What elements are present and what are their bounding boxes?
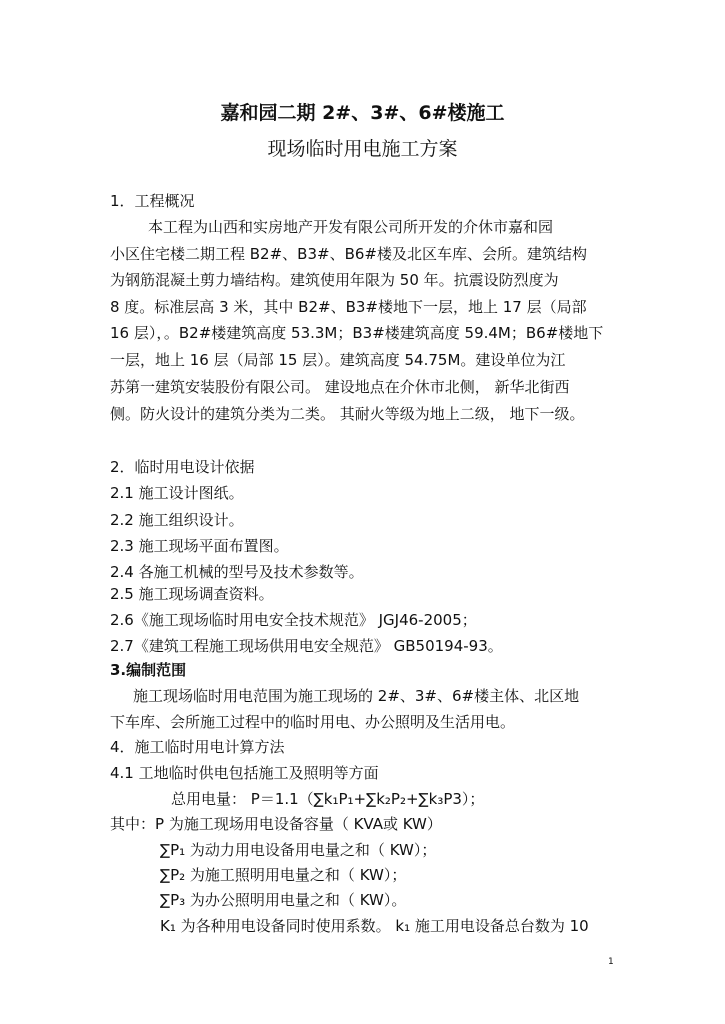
section1-line: 侧。防火设计的建筑分类为二类。 其耐火等级为地上二级， 地下一级。 [110, 405, 585, 423]
section3-line: 施工现场临时用电范围为施工现场的 2#、3#、6#楼主体、北区地 [133, 687, 580, 705]
section3-line: 下车库、会所施工过程中的临时用电、办公照明及生活用电。 [110, 713, 516, 731]
section4-heading: 4．施工临时用电计算方法 [110, 738, 285, 756]
page-number: 1 [608, 957, 614, 967]
section2-item: 2.5 施工现场调查资料。 [110, 585, 274, 603]
section2-item: 2.2 施工组织设计。 [110, 511, 244, 529]
section4-subheading: 4.1 工地临时供电包括施工及照明等方面 [110, 764, 379, 782]
section4-line: ∑P₂ 为施工照明用电量之和（ KW）； [160, 866, 407, 884]
section2-item: 2.6《施工现场临时用电安全技术规范》 JGJ46-2005； [110, 611, 477, 629]
section2-item: 2.4 各施工机械的型号及技术参数等。 [110, 563, 364, 581]
section2-item: 2.7《建筑工程施工现场供用电安全规范》 GB50194-93。 [110, 637, 503, 655]
section1-line: 为钢筋混凝土剪力墙结构。建筑使用年限为 50 年。抗震设防烈度为 [110, 271, 559, 289]
section1-line: 苏第一建筑安装股份有限公司。 建设地点在介休市北侧， 新华北街西 [110, 378, 570, 396]
section1-line: 本工程为山西和实房地产开发有限公司所开发的介休市嘉和园 [148, 218, 554, 236]
section4-line: 其中：P 为施工现场用电设备容量（ KVA或 KW） [110, 815, 442, 833]
section1-line: 一层，地上 16 层（局部 15 层）。建筑高度 54.75M。建设单位为江 [110, 351, 566, 369]
section1-line: 16 层），。B2#楼建筑高度 53.3M；B3#楼建筑高度 59.4M；B6#楼地下 [110, 324, 604, 342]
document-title-line2: 现场临时用电施工方案 [267, 138, 458, 160]
section4-line: ∑P₁ 为动力用电设备用电量之和（ KW）； [160, 841, 437, 859]
section1-line: 小区住宅楼二期工程 B2#、B3#、B6#楼及北区车库、会所。建筑结构 [110, 245, 587, 263]
section1-heading: 1．工程概况 [110, 192, 195, 210]
section3-heading: 3.编制范围 [110, 661, 187, 679]
section4-line: ∑P₃ 为办公照明用电量之和（ KW）。 [160, 891, 407, 909]
section4-line: K₁ 为各种用电设备同时使用系数。 k₁ 施工用电设备总台数为 10 [160, 917, 589, 935]
document-title-line1: 嘉和园二期 2#、3#、6#楼施工 [220, 102, 505, 124]
total-power-formula: 总用电量： P＝1.1（∑k₁P₁+∑k₂P₂+∑k₃P3）； [171, 790, 485, 808]
section2-heading: 2．临时用电设计依据 [110, 458, 255, 476]
section1-line: 8 度。标准层高 3 米，其中 B2#、B3#楼地下一层，地上 17 层（局部 [110, 298, 587, 316]
section2-item: 2.1 施工设计图纸。 [110, 484, 244, 502]
section2-item: 2.3 施工现场平面布置图。 [110, 537, 289, 555]
